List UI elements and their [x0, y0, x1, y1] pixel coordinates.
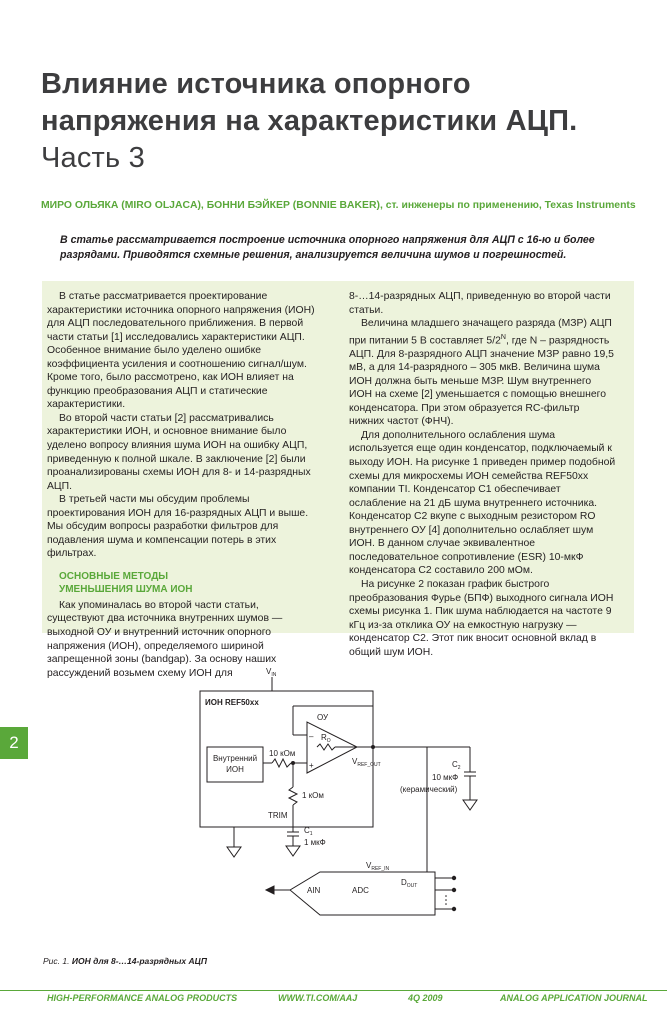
ro-label: $R_O$	[321, 733, 331, 744]
ion-label: ИОН REF50xx	[205, 698, 259, 707]
junction-dot	[371, 745, 375, 749]
c1-value: 1 мкФ	[304, 838, 326, 847]
trim-label: TRIM	[268, 811, 288, 820]
left-column	[47, 290, 315, 680]
c2-label: $C_2$	[452, 760, 461, 771]
footer-journal: ANALOG APPLICATION JOURNAL	[500, 993, 648, 1003]
c1-ground-icon	[286, 846, 300, 856]
dout-pin	[452, 888, 456, 892]
footer-left: HIGH-PERFORMANCE ANALOG PRODUCTS	[47, 993, 238, 1003]
vref-in-label: $V_{REF\_IN}$	[366, 861, 390, 872]
right-paragraph-2: Для дополнительного ослабления шума используется еще один конденсатор, подключаемый к выходу ИОН. На рисунке 1 приведен пример подобной схемы для микросхемы ИОН семейства REF50xx компании TI. Конденсатор С1 обеспечивает ослабление на 21 дБ шума внутреннего источника. Конденсатор С2 вкупе с выходным резистором RO внутреннего ОУ [4] дополнительно ослабляет шум ИОН. В данном случае эквивалентное последовательное сопротивление (ESR) 10-мкФ конденсатора С2 составило 200 мОм.	[349, 429, 616, 577]
r10k-label: 10 кОм	[269, 749, 296, 758]
section-heading-line-1: ОСНОВНЫЕ МЕТОДЫ	[59, 570, 169, 582]
caption-text: ИОН для 8-…14-разрядных АЦП	[71, 956, 207, 966]
section-heading	[59, 570, 315, 596]
footer-issue: 4Q 2009	[408, 993, 443, 1003]
right-paragraph-1-sup: N	[500, 333, 506, 341]
section-heading-line-2: УМЕНЬШЕНИЯ ШУМА ИОН	[59, 583, 193, 595]
figure-caption	[43, 956, 207, 966]
plus-sign: +	[309, 761, 314, 770]
lead-paragraph: В статье рассматривается построение источника опорного напряжения для АЦП с 16-ю и более разрядами. Приводятся схемные решения, анализируется величина шумов и погрешностей.	[60, 234, 595, 261]
ro-resistor	[317, 744, 335, 750]
resistor-1k	[289, 787, 297, 805]
left-paragraph-1: В статье рассматривается проектирование характеристики источника опорного напряжения (ИОН) для АЦП последовательного приближения. В первой части статьи [1] исследовались характеристики АЦП. Особенное внимание было уделено ошибке коэффициента усиления и соотношению сигнал/шум. Кроме того, было рассмотрено, как ИОН влияет на функцию преобразования АЦП и статические характеристики.	[47, 291, 315, 411]
right-column	[349, 290, 617, 659]
right-paragraph-3: На рисунке 2 показан график быстрого преобразования Фурье (БПФ) выходного сигнала ИОН схемы рисунка 1. Пик шума наблюдается на частоте 9 кГц из-за отклика ОУ на емкостную нагрузку — конденсатор С2. Этот пик вносит основной вклад в общий шум ИОН.	[349, 578, 614, 658]
left-paragraph-3: В третьей части мы обсудим проблемы проектирования ИОН для 16-разрядных АЦП и выше. Мы обсудим вопросы разработки фильтров для подавления шума и компенсации потерь в этих фильтрах.	[47, 494, 309, 560]
r1k-label: 1 кОм	[302, 791, 324, 800]
article-title	[41, 66, 641, 177]
ain-label: AIN	[307, 886, 321, 895]
caption-prefix: Рис. 1.	[43, 956, 70, 966]
article-title-main: Влияние источника опорного напряжения на характеристики АЦП.	[41, 68, 578, 137]
internal-ion-label-2: ИОН	[226, 765, 244, 774]
c1-label: $C_1$	[304, 826, 313, 837]
vref-out-label: $V_{REF\_OUT}$	[352, 757, 381, 768]
right-paragraph-1	[349, 317, 617, 429]
page-number-tab: 2	[0, 727, 28, 759]
circuit-diagram	[190, 660, 480, 940]
ion-ground-icon	[227, 847, 241, 857]
resistor-10k	[272, 759, 291, 767]
article-title-part: Часть 3	[41, 142, 145, 174]
op-amp-label: ОУ	[317, 713, 329, 722]
authors-line: МИРО ОЛЬЯКА (MIRO OLJACA), БОННИ БЭЙКЕР (BONNIE BAKER), ст. инженеры по применению, Texas Instruments	[41, 200, 636, 211]
right-paragraph-1-b: , где N – разрядность АЦП. Для 8-разрядного АЦП значение МЗР равно 19,5 мВ, а для 14-разрядного – 305 мкВ. Величина шума ИОН должна быть меньше МЗР. Шум внутреннего ИОН на схеме [2] уменьшается с помощью внешнего конденсатора. При этом образуется RC-фильтр нижних частот (ФНЧ).	[349, 335, 614, 428]
footer-divider	[0, 990, 667, 991]
dout-label: $D_{OUT}$	[401, 878, 418, 889]
c2-ground-icon	[463, 800, 477, 810]
footer-url: WWW.TI.COM/AAJ	[278, 993, 358, 1003]
dout-pin	[452, 907, 456, 911]
ain-arrow-icon	[266, 886, 274, 894]
vin-label: $V_{IN}$	[266, 667, 277, 678]
internal-ion-label-1: Внутренний	[212, 754, 258, 763]
left-paragraph-4: Как упоминалась во второй части статьи, существуют два источника внутренних шумов — выходной ОУ и внутренний источник опорного напряжения (ИОН), определяемого шириной запрещенной зоны (bandgap). За основу наших рассуждений возьмем схему ИОН для	[47, 599, 283, 679]
right-paragraph-0: 8-…14-разрядных АЦП, приведенную во второй части статьи.	[349, 291, 611, 316]
adc-label: ADC	[352, 886, 369, 895]
c2-value: 10 мкФ	[432, 773, 459, 782]
minus-sign: –	[309, 732, 314, 741]
junction-dot	[291, 761, 295, 765]
dout-pin	[452, 876, 456, 880]
left-paragraph-2: Во второй части статьи [2] рассматривались характеристики ИОН, и основное внимание было уделено вопросу влияния шума ИОН на ошибку АЦП, приведенную к полной шкале. В заключение [2] были проанализированы схемы ИОН для 8- и 14-разрядных АЦП.	[47, 412, 311, 492]
right-paragraph-1-a: Величина младшего значащего разряда (МЗР) АЦП при питании 5 В составляет 5/2	[349, 318, 612, 347]
c2-type: (керамический)	[400, 785, 458, 794]
